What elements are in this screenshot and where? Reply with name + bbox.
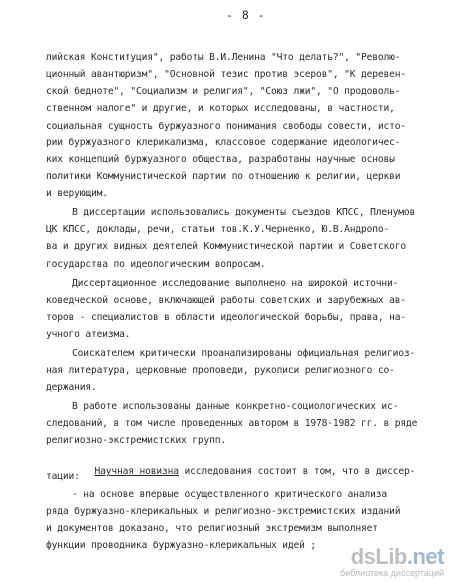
text-line: лийская Конституция", работы В.И.Ленина "Что делать?", "Револю- xyxy=(46,52,401,63)
text-line: ва и других видных деятелей Коммунистической партии и Советского xyxy=(46,241,407,253)
text-line: религиозно-экстремистских групп. xyxy=(46,435,227,447)
scientific-novelty-heading: Научная новизна xyxy=(94,466,179,478)
text-line: тации: xyxy=(46,471,80,483)
text-line: коведческой основе, включающей работы советских и зарубежных ав- xyxy=(46,294,407,306)
text-line: функции проводника буржуазно-клерикальных идей ; xyxy=(46,540,317,551)
text-line: рии буржуазного клерикализма, классовое содержание идеологичес- xyxy=(46,136,401,148)
text-line: исследования состоит в том, что в диссер- xyxy=(178,466,416,478)
text-line: следований, в том числе проведенных автором в 1978-1982 гг. в рядe xyxy=(46,418,418,430)
text-line: - на основе впервые осуществленного критического анализа xyxy=(72,488,388,500)
text-line: Соискателем критически проанализированы официальная религиоз- xyxy=(72,347,416,359)
text-line: и документов доказано, что религиозный экстремизм выполняет xyxy=(46,522,378,534)
text-line: торов - специалистов в области идеологической борьбы, права, на- xyxy=(46,311,407,323)
watermark-logo: dsLib.net xyxy=(350,544,444,569)
text-line: политики Коммунистической партии по отношению к религии, церкви xyxy=(46,171,401,183)
text-line: и верующим. xyxy=(46,188,108,200)
watermark xyxy=(339,544,444,578)
text-line: Диссертационное исследование выполнено на широкой источни- xyxy=(72,277,399,289)
text-line: учного атеизма. xyxy=(46,328,131,340)
watermark-subtitle: библиотека диссертаций xyxy=(339,568,444,578)
text-line: ких концепций буржуазного общества, разработаны научные основы xyxy=(46,153,395,165)
section-heading-line xyxy=(72,454,415,490)
text-line: ряда буржуазно-клерикальных и религиозно-экстремистских изданий xyxy=(46,505,401,517)
text-line: социальная сущность буржуазного понимания свободы совести, исто- xyxy=(46,120,407,132)
text-line: ственном налоге" и другие, и которых исследованы, в частности, xyxy=(46,103,395,115)
text-line: ная литература, церковные проповеди, рукописи религиозного со- xyxy=(46,365,395,376)
text-line: В диссертации использовались документы съездов КПСС, Пленумов xyxy=(72,207,416,219)
text-line: государства по идеологическим вопросам. xyxy=(46,258,266,270)
page-number: - 8 - xyxy=(226,8,266,22)
text-line: В работе использованы данные конкретно-социологических ис- xyxy=(72,401,399,413)
text-line: ЦК КПСС, доклады, речи, статьи тов.К.У.Черненко, Ю.В.Андропо- xyxy=(46,224,390,236)
text-line: держания. xyxy=(46,382,97,394)
text-line: ской бедноте", "Социализм и религия", "Союз лжи", "О продоволь- xyxy=(46,86,401,98)
text-line: ционный авантюризм", "Основной тезис против эсеров", "К деревен- xyxy=(46,69,407,81)
